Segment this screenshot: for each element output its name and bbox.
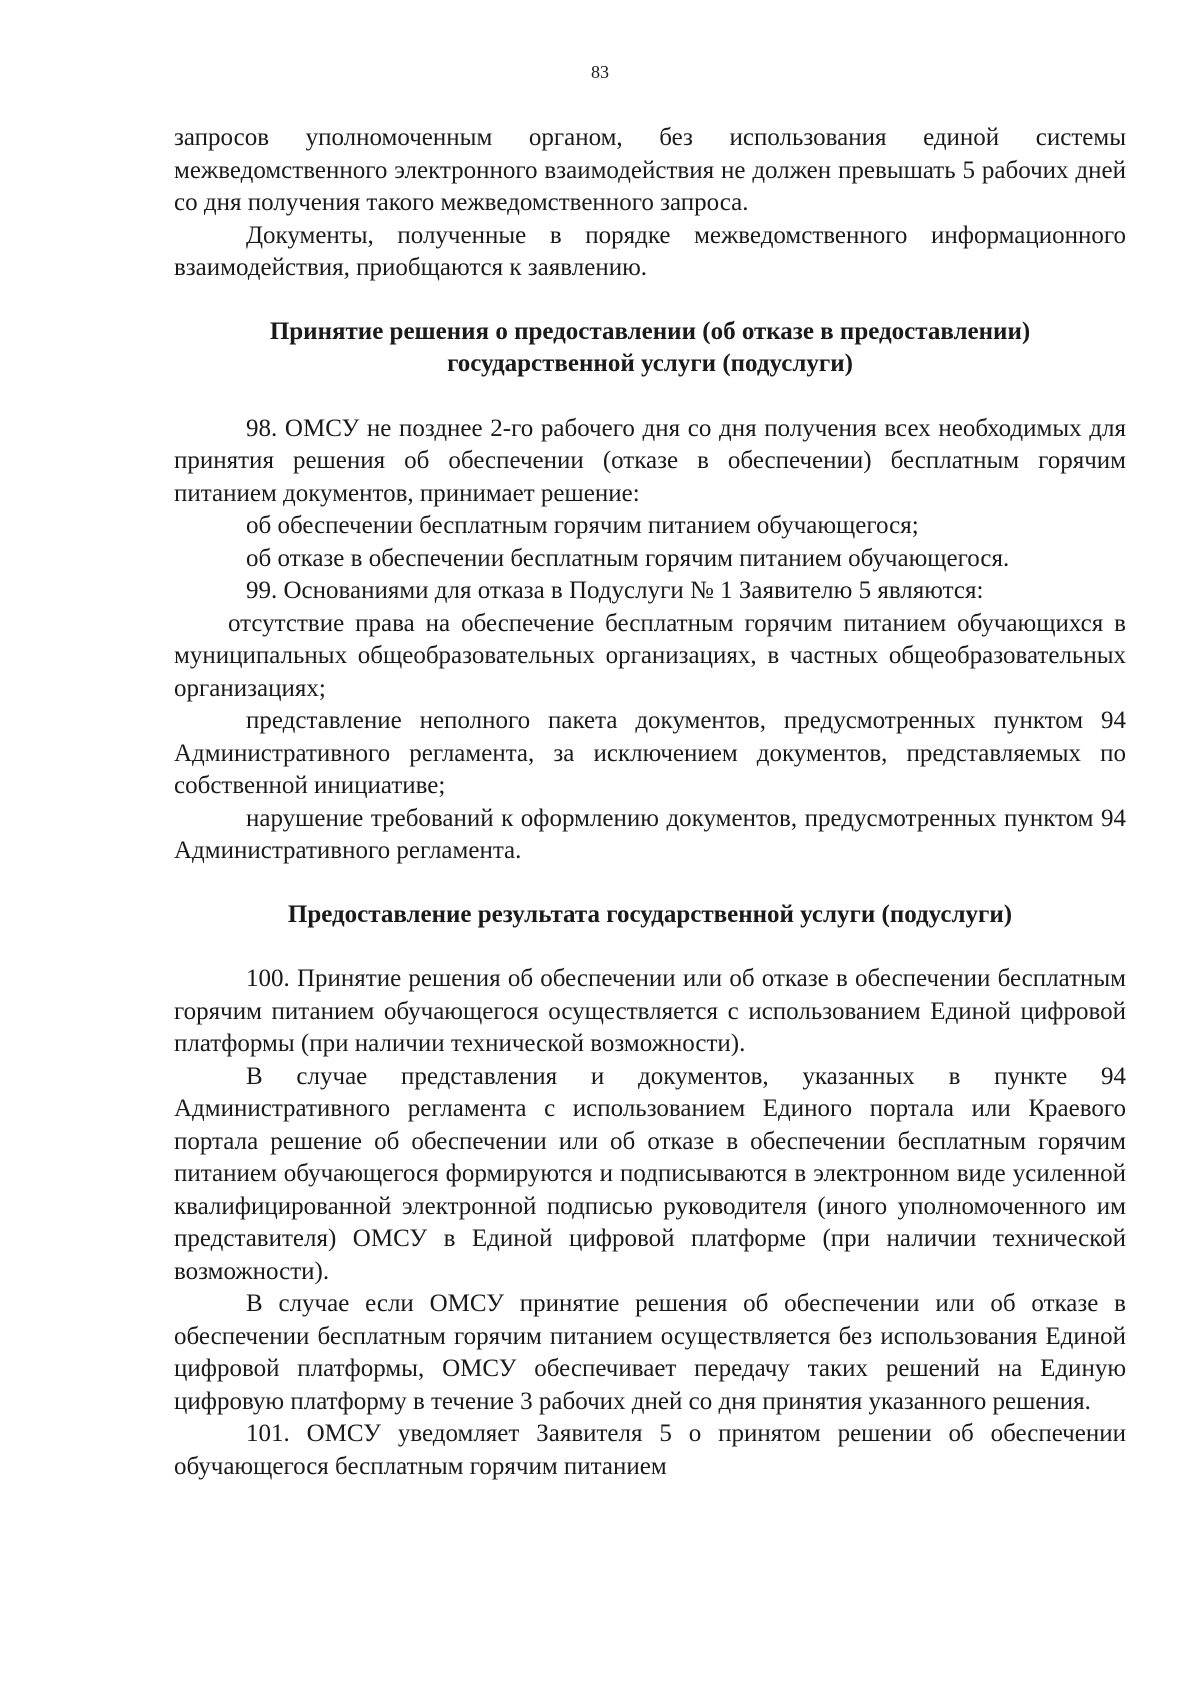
section-heading-line: государственной услуги (подуслуги) [447, 350, 853, 377]
section-heading-line: Принятие решения о предоставлении (об отказе в предоставлении) [269, 317, 1031, 345]
list-item-refuse: об отказе в обеспечении бесплатным горячим питанием обучающегося. [246, 544, 1010, 572]
paragraph-101: 101. ОМСУ уведомляет Заявителя 5 о принятом решении об обеспечении обучающегося бесплатным горячим питанием [174, 1420, 1126, 1480]
document-body [174, 122, 1126, 1483]
section-heading-decision [174, 316, 1126, 381]
section-heading-result: Предоставление результата государственной услуги (подуслуги) [287, 900, 1013, 928]
paragraph-98: 98. ОМСУ не позднее 2-го рабочего дня со дня получения всех необходимых для принятия решения об обеспечении (отказе в обеспечении) бесплатным горячим питанием документов, принимает решение: [174, 414, 1126, 507]
list-item-no-right: отсутствие права на обеспечение бесплатным горячим питанием обучающихся в муниципальных общеобразовательных организациях, в частных общеобразовательных организациях; [174, 609, 1126, 702]
paragraph-no-platform: В случае если ОМСУ принятие решения об обеспечении или об отказе в обеспечении бесплатным горячим питанием осуществляется без использования Единой цифровой платформы, ОМСУ обеспечивает передачу таких решений на Единую цифровую платформу в течение 3 рабочих дней со дня принятия указанного решения. [174, 1290, 1126, 1415]
list-item-incomplete-package: представление неполного пакета документов, предусмотренных пунктом 94 Административного регламента, за исключением документов, представляемых по собственной инициативе; [174, 707, 1126, 799]
page-number: 83 [591, 62, 609, 82]
list-item-provide: об обеспечении бесплатным горячим питанием обучающегося; [246, 512, 919, 539]
paragraph-100: 100. Принятие решения об обеспечении или об отказе в обеспечении бесплатным горячим питанием обучающегося осуществляется с использованием Единой цифровой платформы (при наличии технической возможности). [174, 965, 1126, 1057]
paragraph-electronic-signature: В случае представления и документов, указанных в пункте 94 Административного регламента с использованием Единого портала или Краевого портала решение об обеспечении или об отказе в обеспечении бесплатным горячим питанием обучающегося формируются и подписываются в электронном виде усиленной квалифицированной электронной подписью руководителя (иного уполномоченного им представителя) ОМСУ в Единой цифровой платформе (при наличии технической возможности). [174, 1062, 1126, 1285]
paragraph-documents: Документы, полученные в порядке межведомственного информационного взаимодействия, приобщаются к заявлению. [174, 221, 1126, 281]
list-item-format-violation: нарушение требований к оформлению документов, предусмотренных пунктом 94 Административного регламента. [174, 804, 1126, 864]
paragraph-continuation: запросов уполномоченным органом, без использования единой системы межведомственного электронного взаимодействия не должен превышать 5 рабочих дней со дня получения такого межведомственного запроса. [174, 124, 1126, 216]
paragraph-99: 99. Основаниями для отказа в Подуслуги № 1 Заявителю 5 являются: [246, 577, 984, 604]
